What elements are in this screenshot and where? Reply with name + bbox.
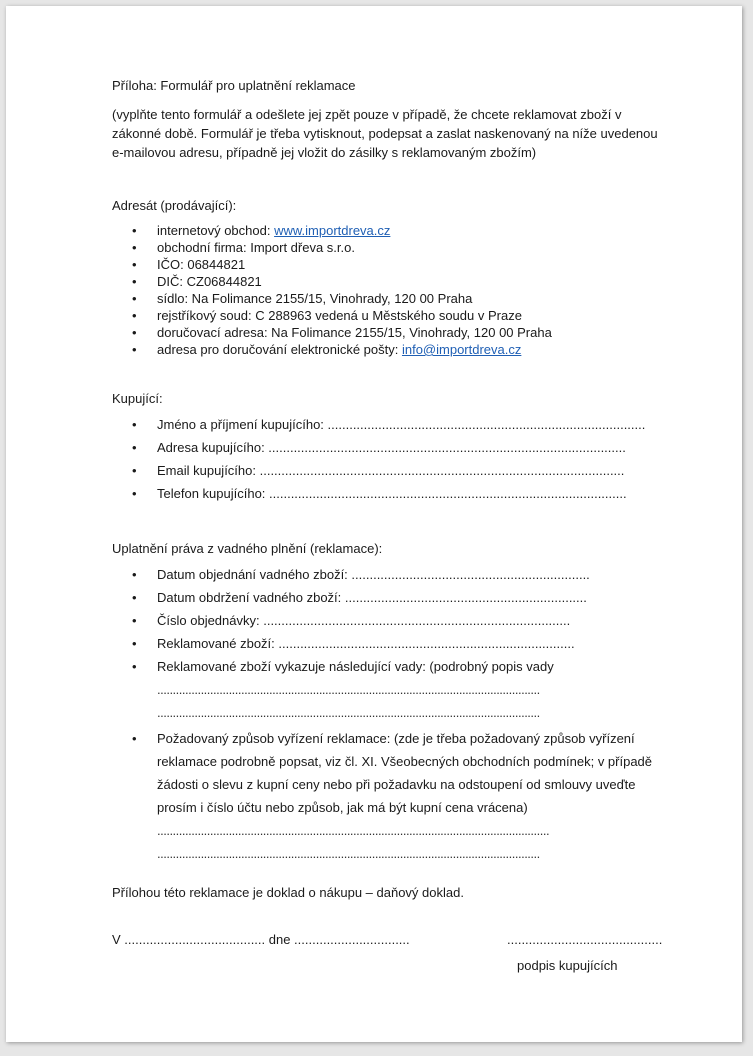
list-item: • IČO: 06844821 [112,256,672,273]
buyer-email-field: • Email kupujícího: ..................................................................................................... [112,459,672,482]
list-item: • obchodní firma: Import dřeva s.r.o. [112,239,672,256]
resolution-line: .............................................................................................................................. [157,823,550,838]
list-item: • sídlo: Na Folimance 2155/15, Vinohrady, 120 00 Praha [112,290,672,307]
defects-field [112,655,672,724]
buyer-name-field: • Jméno a příjmení kupujícího: ........................................................................................ [112,413,672,436]
claimed-item-field: • Reklamované zboží: .................................................................................. [112,632,672,655]
email-link[interactable]: info@importdreva.cz [401,342,522,357]
buyer-phone-field: • Telefon kupujícího: ................................................................................................... [112,482,672,505]
shop-link[interactable]: www.importdreva.cz [274,223,391,238]
email-label: adresa pro doručování elektronické pošty: [157,342,402,357]
attachment-note: Přílohou této reklamace je doklad o nákupu – daňový doklad. [112,885,464,900]
page-title: Příloha: Formulář pro uplatnění reklamace [112,78,356,93]
signature-block [112,932,672,992]
buyer-address-field: • Adresa kupujícího: ................................................................................................... [112,436,672,459]
defects-label: • Reklamované zboží vykazuje následující vady: (podrobný popis vady [157,659,554,674]
list-item: • doručovací adresa: Na Folimance 2155/15, Vinohrady, 120 00 Praha [112,324,672,341]
claim-list [112,563,672,865]
shop-label: internetový obchod: [157,223,275,238]
claim-heading: Uplatnění práva z vadného plnění (reklamace): [112,541,383,556]
order-date-field: • Datum objednání vadného zboží: .................................................................. [112,563,672,586]
buyer-list [112,413,672,505]
defects-line: ........................................................................................................................... [157,682,540,697]
seller-list [112,222,672,358]
list-item: • DIČ: CZ06844821 [112,273,672,290]
list-item [112,341,672,358]
seller-heading: Adresát (prodávající): [112,198,237,213]
list-item: • rejstříkový soud: C 288963 vedená u Městského soudu v Praze [112,307,672,324]
buyer-heading: Kupující: [112,391,163,406]
intro-text: (vyplňte tento formulář a odešlete jej zpět pouze v případě, že chcete reklamovat zboží v zákonné době. Formulář je třeba vytisknout, podepsat a zaslat naskenovaný na níže uvedenou e-mailovou adresu, případně jej vložit do zásilky s reklamovaným zbožím) [112,107,658,160]
signature-label: podpis kupujících [517,958,618,973]
list-item [112,222,672,239]
resolution-field [112,727,672,865]
order-number-field: • Číslo objednávky: ..................................................................................... [112,609,672,632]
resolution-label: • Požadovaný způsob vyřízení reklamace: (zde je třeba požadovaný způsob vyřízení reklamace podrobně popsat, viz čl. XI. Všeobecných obchodních podmínek; v případě žádosti o slevu z kupní ceny nebo při požadavku na odstoupení od smlouvy uveďte prosím i číslo účtu nebo způsob, jak má být kupní cena vrácena) [157,731,653,815]
document-page [6,6,742,1042]
resolution-line: ........................................................................................................................... [157,846,540,861]
receipt-date-field: • Datum obdržení vadného zboží: ................................................................... [112,586,672,609]
form-content [112,76,672,992]
defects-line: ........................................................................................................................... [157,705,540,720]
place-date-line: V ....................................... dne ................................ [112,932,410,947]
signature-line: ........................................... [507,932,663,947]
